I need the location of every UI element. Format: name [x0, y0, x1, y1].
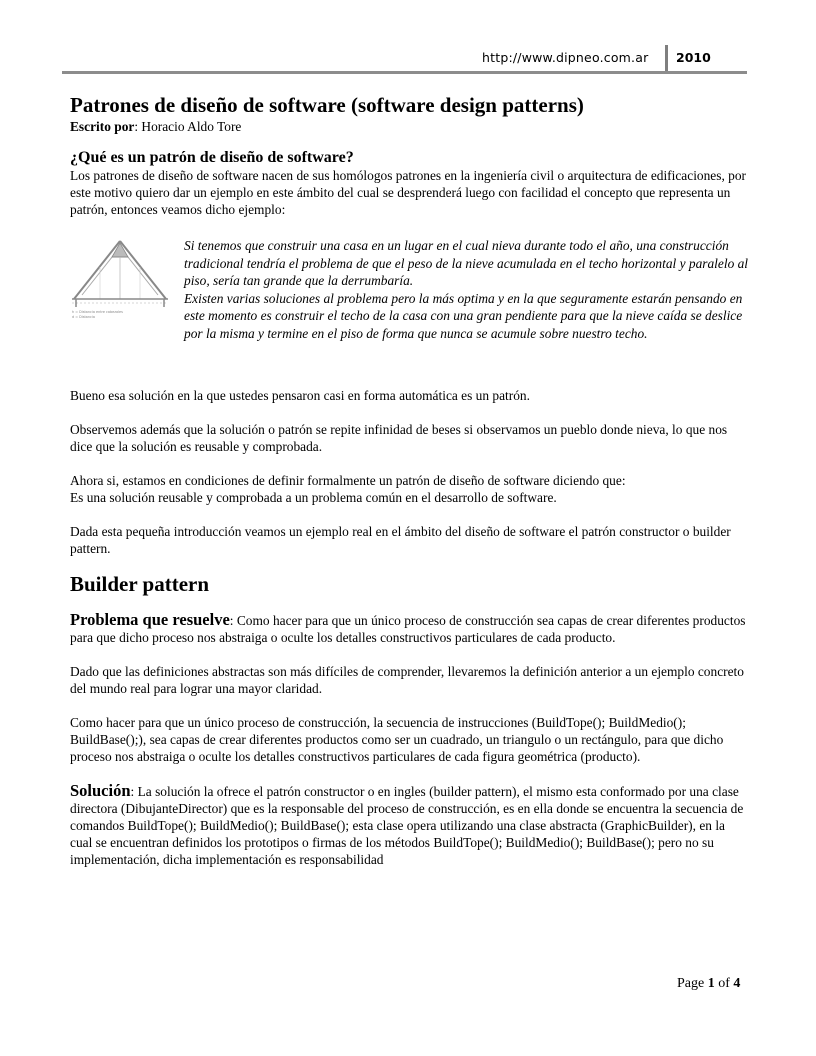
header-rule	[62, 71, 747, 74]
figure-caption-2: d = Distancia	[72, 315, 95, 319]
paragraph-intro: Los patrones de diseño de software nacen de sus homólogos patrones en la ingeniería civil o arquitectura de edificaciones, por este motivo quiero dar un ejemplo en este ámbito del cual se desprenderá luego con facilidad el concepto que representa un patrón, entonces veamos dicho ejemplo:	[70, 168, 746, 217]
paragraph-pattern: Bueno esa solución en la que ustedes pensaron casi en forma automática es un patrón.	[70, 388, 530, 403]
byline	[70, 118, 748, 135]
example-quote	[184, 237, 749, 342]
article-body	[70, 92, 748, 868]
paragraph-definition: Es una solución reusable y comprobada a un problema común en el desarrollo de software.	[70, 490, 557, 505]
byline-author: : Horacio Aldo Tore	[134, 119, 242, 134]
byline-label: Escrito por	[70, 119, 135, 134]
header-url: http://www.dipneo.com.ar	[482, 50, 649, 65]
section-heading-builder: Builder pattern	[70, 572, 210, 596]
figure-caption-1: h = Distancia entre cabezales	[72, 310, 123, 314]
article-title: Patrones de diseño de software (software design patterns)	[70, 93, 584, 117]
paragraph-problem	[70, 611, 748, 646]
header-separator	[665, 45, 668, 72]
problem-label: Problema que resuelve	[70, 610, 230, 629]
paragraph-solution	[70, 782, 748, 868]
paragraph-example: Como hacer para que un único proceso de construcción, la secuencia de instrucciones (BuildTope(); BuildMedio(); BuildBase();), sea capas de crear diferentes productos como ser un cuadrado, un triangulo o un rectángulo, para que dicho proceso nos abstraiga o oculte los detalles constructivos particulares de cada figura geométrica (producto).	[70, 715, 724, 764]
header-year: 2010	[676, 50, 711, 65]
paragraph-abstract: Dado que las definiciones abstractas son más difíciles de comprender, llevaremos la definición anterior a un ejemplo concreto del mundo real para lograr una mayor claridad.	[70, 664, 744, 696]
figure-row	[70, 237, 748, 387]
footer-page-number: 1	[707, 976, 715, 991]
quote-paragraph-2: Existen varias soluciones al problema pero la más optima y en la que seguramente estarán pensando en este momento es construir el techo de la casa con una gran pendiente para que la nieve caída se deslice por la misma y termine en el piso de forma que nunca se acumule sobre nuestro techo.	[184, 290, 743, 341]
solution-label: Solución	[70, 781, 131, 800]
footer-page-word: Page	[677, 976, 708, 991]
problem-text: : Como hacer para que un único proceso de construcción sea capas de crear diferentes productos para que dicho proceso nos abstraiga o oculte los detalles constructivos particulares de cada producto.	[70, 613, 746, 645]
section-heading-what-is: ¿Qué es un patrón de diseño de software?	[70, 149, 354, 166]
solution-text: : La solución la ofrece el patrón constructor o en ingles (builder pattern), el mismo esta conformado por una clase directora (DibujanteDirector) que es la responsable del proceso de construcción, es en ella donde se encuentra la secuencia de comandos BuildTope(); BuildMedio(); BuildBase(); esta clase opera utilizando una clase abstracta (GraphicBuilder), en la cual se encuentran definidos los prototipos o firmas de los métodos BuildTope(); BuildMedio(); BuildBase(); pero no su implementación, dicha implementación es responsabilidad	[70, 784, 744, 867]
paragraph-reusable: Observemos además que la solución o patrón se repite infinidad de beses si observamos un pueblo donde nieva, lo que nos dice que la solución es reusable y comprobada.	[70, 422, 728, 454]
quote-paragraph-1: Si tenemos que construir una casa en un lugar en el cual nieva durante todo el año, una construcción tradicional tendría el problema de que el peso de la nieve acumulada en el techo horizontal y paralelo al piso, sería tan grande que la derrumbaría.	[184, 238, 749, 288]
paragraph-definition-intro: Ahora si, estamos en condiciones de definir formalmente un patrón de diseño de software diciendo que:	[70, 473, 626, 488]
footer-page-total: 4	[733, 976, 741, 991]
page-footer	[677, 976, 740, 992]
roof-diagram-image	[70, 237, 170, 327]
paragraph-builder-intro: Dada esta pequeña introducción veamos un ejemplo real en el ámbito del diseño de software el patrón constructor o builder pattern.	[70, 524, 731, 556]
footer-of-word: of	[714, 976, 734, 991]
